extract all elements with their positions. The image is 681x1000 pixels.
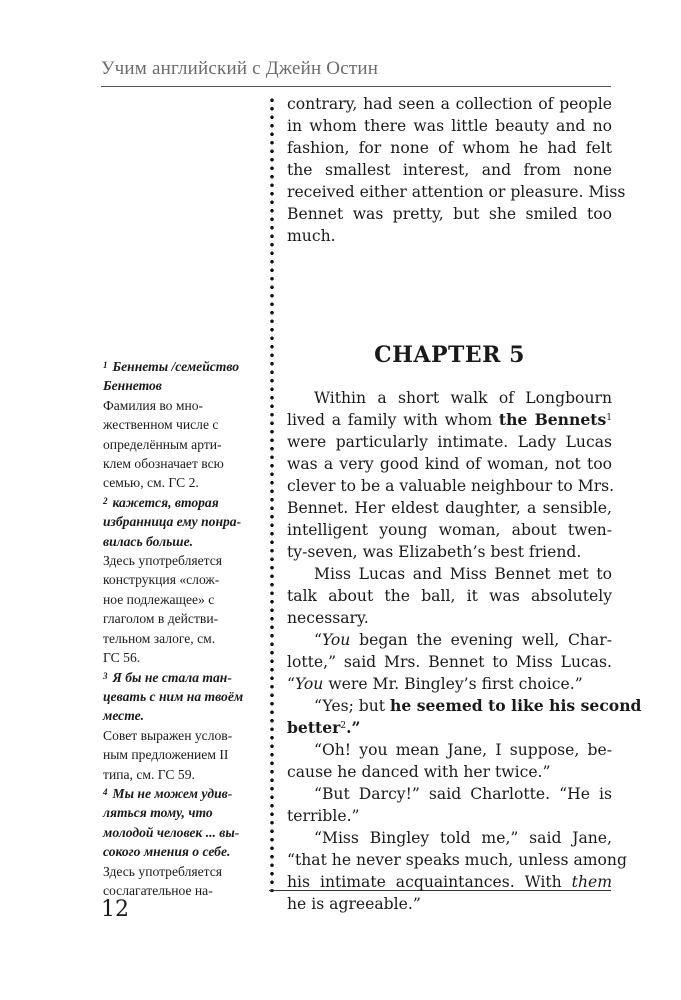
glossed-phrase: he seemed to like his second — [390, 696, 642, 715]
text-line: intelligent young woman, about twen- — [287, 521, 612, 539]
text-line: “Oh! you mean Jane, I suppose, be- — [314, 741, 612, 759]
text-line: Bennet was pretty, but she smiled too — [287, 205, 612, 223]
note-text: Фамилия во мно- — [103, 397, 204, 413]
text-line: much. — [287, 227, 336, 245]
note-number: 3 — [103, 670, 108, 681]
text-line: cause he danced with her twice.” — [287, 763, 551, 781]
text-line: Miss Lucas and Miss Bennet met to — [314, 565, 612, 583]
note-text: конструкция «слож- — [103, 572, 220, 588]
footnote-ref: 1 — [606, 413, 612, 423]
note-text: ным предложением II — [103, 747, 229, 763]
note-number: 1 — [103, 360, 108, 370]
note-text: типа, см. ГС 59. — [103, 766, 195, 782]
text-line: “But Darcy!” said Charlotte. “He is — [314, 785, 612, 803]
running-header: Учим английский с Джейн Остин — [101, 58, 379, 79]
chapter-body — [287, 387, 642, 915]
text-line: received either attention or pleasure. Miss — [287, 183, 626, 201]
note-4 — [103, 784, 258, 900]
note-text: клем обозначает всю — [103, 456, 224, 472]
text-line: “Yes; but he seemed to like his second — [314, 696, 642, 715]
text-line: lotte,” said Mrs. Bennet to Miss Lucas. — [287, 653, 612, 671]
note-text: ГС 56. — [103, 650, 141, 666]
text-line: “that he never speaks much, unless among — [287, 851, 627, 869]
text-line: Within a short walk of Longbourn — [314, 389, 612, 407]
text-line: he is agreeable.” — [287, 895, 421, 913]
text-line: terrible.” — [287, 807, 360, 825]
note-text: Совет выражен услов- — [103, 727, 233, 743]
note-number: 4 — [103, 786, 108, 797]
note-number: 2 — [103, 495, 108, 506]
continuation-paragraph — [287, 93, 626, 247]
glossed-phrase: better — [287, 718, 341, 737]
note-heading: $^1$ Беннеты /семейство — [103, 359, 240, 374]
text-line: the smallest interest, and from none — [287, 161, 612, 179]
text-line: fashion, for none of whom he had felt — [287, 139, 612, 157]
note-1 — [103, 357, 258, 493]
note-text: тельном залоге, см. — [103, 630, 216, 646]
header-rule — [101, 86, 611, 87]
note-heading: Беннетов — [103, 378, 162, 394]
chapter-title: CHAPTER 5 — [374, 342, 525, 368]
text-line: necessary. — [287, 609, 369, 627]
note-heading: ляться тому, что — [103, 805, 213, 821]
text-line: “You began the evening well, Char- — [314, 631, 612, 649]
note-text: сослагательное на- — [103, 882, 213, 898]
text-line: ty-seven, was Elizabeth’s best friend. — [287, 543, 582, 561]
text-line: were particularly intimate. Lady Lucas — [287, 433, 612, 451]
note-text: определённым арти- — [103, 436, 222, 452]
note-text: семью, см. ГС 2. — [103, 475, 199, 491]
note-2 — [103, 493, 258, 668]
note-text: ное подлежащее» с — [103, 591, 215, 607]
note-heading: сокого мнения о себе. — [103, 844, 231, 860]
text-line: was a very good kind of woman, not too — [287, 455, 612, 473]
text-line: “Miss Bingley told me,” said Jane, — [314, 829, 612, 847]
dotted-column-divider — [269, 96, 275, 892]
note-heading: избранница ему понра- — [103, 514, 242, 530]
text-line: lived a family with whom the Bennets$^1$ — [287, 410, 612, 429]
side-notes — [103, 357, 258, 900]
text-line: his intimate acquaintances. With them — [287, 873, 612, 891]
note-heading: месте. — [103, 708, 145, 724]
text-line: better$^2$.” — [287, 718, 361, 737]
note-text: Здесь употребляется — [103, 863, 223, 879]
page-number: 12 — [101, 897, 129, 922]
glossed-phrase: the Bennets — [498, 410, 607, 429]
text-line: in whom there was little beauty and no — [287, 117, 612, 135]
note-heading: $^4$ Мы не можем удив- — [103, 785, 233, 801]
note-heading: $^2$ кажется, вторая — [103, 494, 219, 510]
note-heading: вилась больше. — [103, 533, 194, 549]
note-3 — [103, 668, 258, 784]
note-heading: $^3$ Я бы не стала тан- — [103, 669, 232, 685]
note-text: Здесь употребляется — [103, 553, 223, 569]
footnote-ref: 2 — [340, 721, 347, 731]
text-line: contrary, had seen a collection of people — [287, 95, 612, 113]
text-line: talk about the ball, it was absolutely — [287, 587, 612, 605]
note-text: глаголом в действи- — [103, 611, 219, 627]
note-text: жественном числе с — [103, 417, 219, 433]
note-heading: цевать с ним на твоём — [103, 688, 244, 704]
text-line: Bennet. Her eldest daughter, a sensible, — [287, 499, 612, 517]
text-line: “You were Mr. Bingley’s first choice.” — [287, 675, 583, 693]
note-heading: молодой человек ... вы- — [103, 824, 240, 840]
text-line: clever to be a valuable neighbour to Mrs. — [287, 477, 615, 495]
